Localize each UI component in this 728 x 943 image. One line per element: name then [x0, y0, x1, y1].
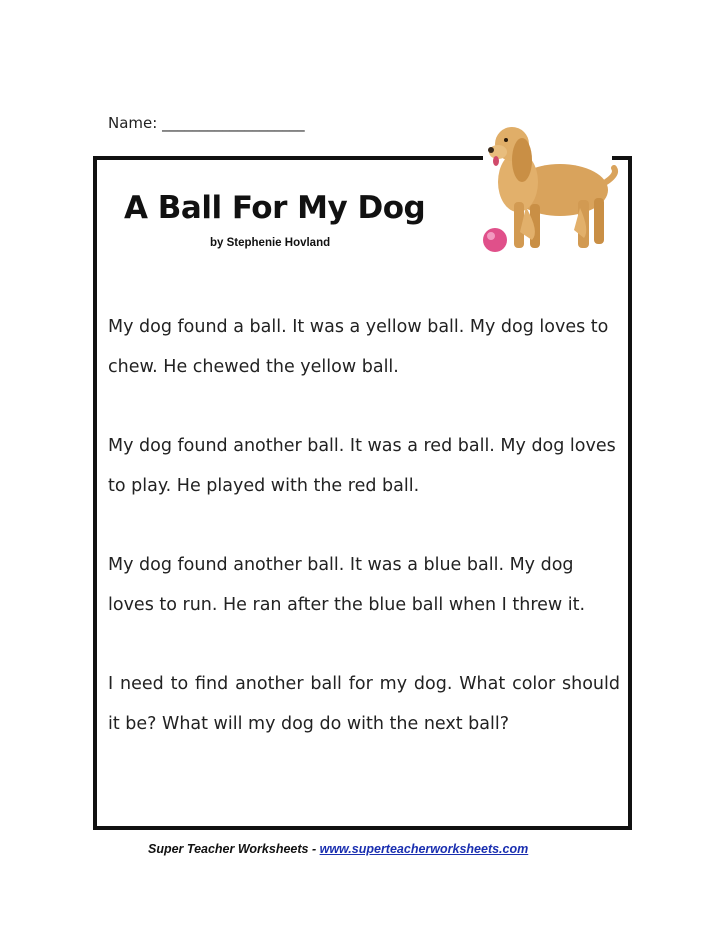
worksheet-title: A Ball For My Dog — [124, 190, 426, 226]
story-paragraph-1: My dog found a ball. It was a yellow ball. My dog loves to chew. He chewed the yellow ball. — [108, 317, 609, 377]
author-byline: by Stephenie Hovland — [210, 237, 331, 249]
footer-credit — [148, 842, 528, 856]
story-paragraph-4: I need to find another ball for my dog. What color should it be? What will my dog do with the next ball? — [108, 674, 620, 734]
footer-link[interactable]: www.superteacherworksheets.com — [319, 842, 529, 856]
footer-brand: Super Teacher Worksheets - — [148, 842, 320, 856]
story-paragraph-3: My dog found another ball. It was a blue ball. My dog loves to run. He ran after the blue ball when I threw it. — [108, 555, 586, 615]
story-text — [108, 308, 620, 784]
dog-with-ball-icon — [470, 112, 620, 262]
story-paragraph-2: My dog found another ball. It was a red ball. My dog loves to play. He played with the red ball. — [108, 436, 616, 496]
name-field-label: Name: ___________________ — [108, 114, 305, 132]
